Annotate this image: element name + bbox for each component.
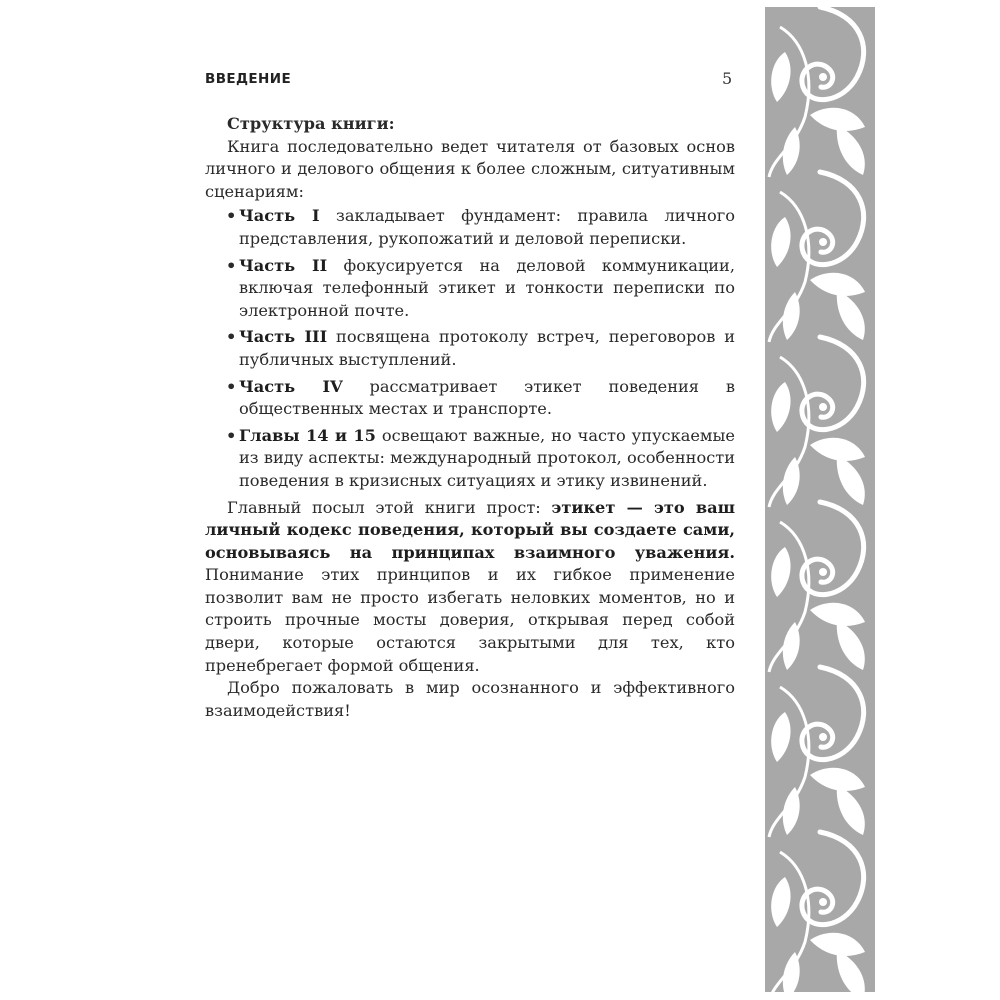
list-item (205, 376, 735, 421)
list-item-bold: Часть II (239, 255, 328, 275)
section-heading: Структура книги: (227, 114, 395, 133)
message-bold: этикет — это ваш личный кодекс поведения, который вы создаете сами, основываясь на принципах взаимного уважения. (205, 497, 735, 562)
parts-list (205, 205, 735, 492)
closing-paragraph: Добро пожаловать в мир осознанного и эффективного взаимодействия! (205, 678, 735, 720)
page-number: 5 (722, 69, 733, 88)
list-item-bold: Часть III (239, 327, 328, 347)
bullet-icon: • (226, 327, 237, 347)
list-item-bold: Часть I (239, 206, 320, 226)
message-rest: Понимание этих принципов и их гибкое применение позволит вам не просто избегать неловких моментов, но и строить прочные мосты доверия, открывая перед собой двери, которые остаются закрытыми для тех, кто пренебрегает формой общения. (205, 565, 735, 675)
list-item-text: рассматривает этикет поведения в общественных местах и транспорте. (239, 376, 735, 419)
ornament-scroll-icon (765, 7, 875, 992)
ornament-border (765, 7, 875, 992)
list-item-text: освещают важные, но часто упускаемые из виду аспекты: международный протокол, особенности поведения в кризисных ситуациях и этику извинений. (239, 425, 735, 490)
bullet-icon: • (226, 206, 237, 226)
main-message-paragraph (205, 497, 735, 678)
bullet-icon: • (226, 376, 237, 396)
bullet-icon: • (226, 255, 237, 275)
list-item-text: посвящена протоколу встреч, переговоров и публичных выступлений. (239, 327, 736, 369)
list-item-text: закладывает фундамент: правила личного представления, рукопожатий и деловой переписки. (239, 206, 735, 248)
list-item (205, 255, 735, 323)
list-item (205, 205, 735, 250)
list-item (205, 326, 735, 371)
list-item-bold: Часть IV (239, 376, 343, 396)
intro-paragraph: Книга последовательно ведет читателя от базовых основ личного и делового общения к более сложным, ситуативным сценариям: (205, 136, 735, 201)
running-title: ВВЕДЕНИЕ (205, 71, 292, 87)
body-text (205, 113, 735, 722)
message-lead: Главный посыл этой книги прост: (227, 497, 552, 517)
bullet-icon: • (226, 425, 237, 445)
list-item (205, 425, 735, 493)
list-item-text: фокусируется на деловой коммуникации, включая телефонный этикет и тонкости переписки по электронной почте. (239, 255, 735, 320)
list-item-bold: Главы 14 и 15 (239, 425, 376, 445)
